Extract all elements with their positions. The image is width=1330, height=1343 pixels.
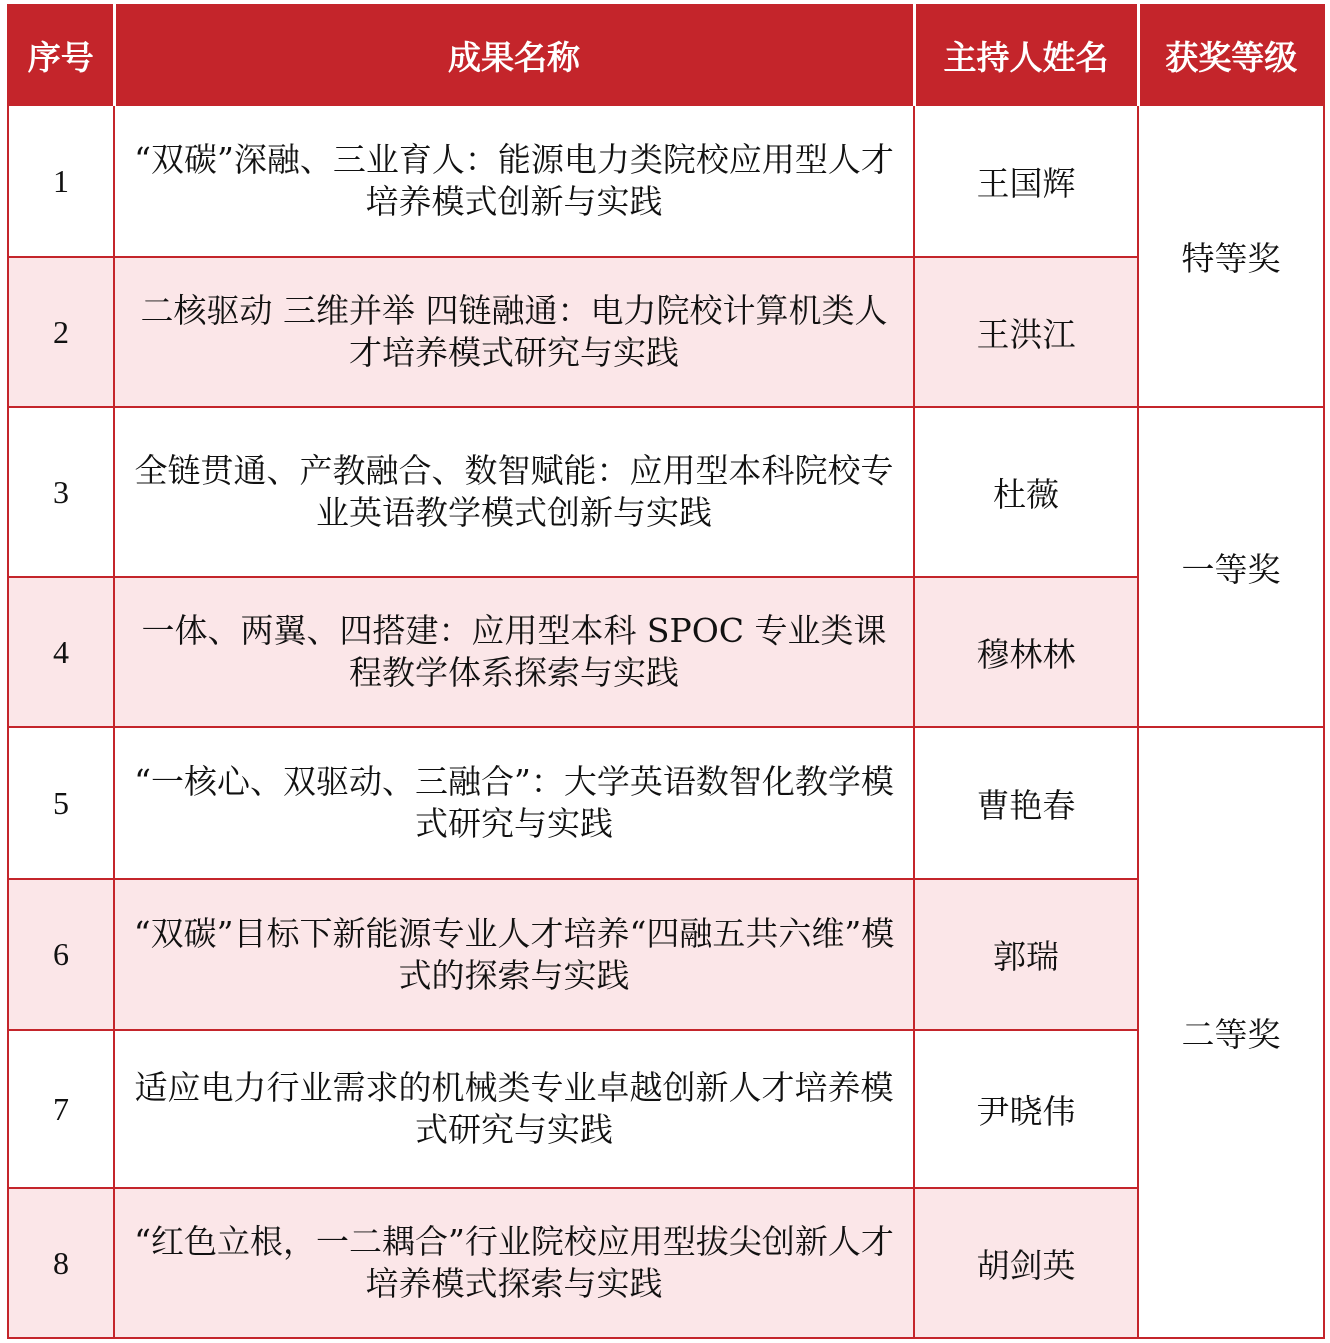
host-name: 穆林林 <box>914 577 1138 727</box>
row-number: 8 <box>8 1188 114 1338</box>
row-number: 3 <box>8 407 114 577</box>
row-number: 4 <box>8 577 114 727</box>
award-level-special: 特等奖 <box>1138 105 1324 407</box>
host-name: 曹艳春 <box>914 727 1138 879</box>
table-row <box>8 407 1324 577</box>
host-name: 胡剑英 <box>914 1188 1138 1338</box>
achievement-title: “一核心、双驱动、三融合”：大学英语数智化教学模式研究与实践 <box>114 727 914 879</box>
achievement-title: “红色立根，一二耦合”行业院校应用型拔尖创新人才培养模式探索与实践 <box>114 1188 914 1338</box>
achievement-title: “双碳”目标下新能源专业人才培养“四融五共六维”模式的探索与实践 <box>114 879 914 1030</box>
table-row <box>8 727 1324 879</box>
row-number: 1 <box>8 105 114 257</box>
achievement-title: 适应电力行业需求的机械类专业卓越创新人才培养模式研究与实践 <box>114 1030 914 1188</box>
header-level: 获奖等级 <box>1138 5 1324 105</box>
header-host: 主持人姓名 <box>914 5 1138 105</box>
table-row <box>8 105 1324 257</box>
header-row <box>8 5 1324 105</box>
table-row <box>8 577 1324 727</box>
achievement-title: 全链贯通、产教融合、数智赋能：应用型本科院校专业英语教学模式创新与实践 <box>114 407 914 577</box>
host-name: 尹晓伟 <box>914 1030 1138 1188</box>
header-seq: 序号 <box>8 5 114 105</box>
row-number: 6 <box>8 879 114 1030</box>
achievement-title: 二核驱动 三维并举 四链融通：电力院校计算机类人才培养模式研究与实践 <box>114 257 914 407</box>
table-row <box>8 1030 1324 1188</box>
awards-table <box>7 4 1325 1339</box>
table-row <box>8 257 1324 407</box>
header-title: 成果名称 <box>114 5 914 105</box>
row-number: 2 <box>8 257 114 407</box>
host-name: 郭瑞 <box>914 879 1138 1030</box>
achievement-title: “双碳”深融、三业育人：能源电力类院校应用型人才培养模式创新与实践 <box>114 105 914 257</box>
row-number: 5 <box>8 727 114 879</box>
row-number: 7 <box>8 1030 114 1188</box>
table-row <box>8 1188 1324 1338</box>
achievement-title: 一体、两翼、四搭建：应用型本科 SPOC 专业类课程教学体系探索与实践 <box>114 577 914 727</box>
host-name: 王洪江 <box>914 257 1138 407</box>
award-level-second: 二等奖 <box>1138 727 1324 1338</box>
award-level-first: 一等奖 <box>1138 407 1324 727</box>
table-row <box>8 879 1324 1030</box>
host-name: 王国辉 <box>914 105 1138 257</box>
host-name: 杜薇 <box>914 407 1138 577</box>
